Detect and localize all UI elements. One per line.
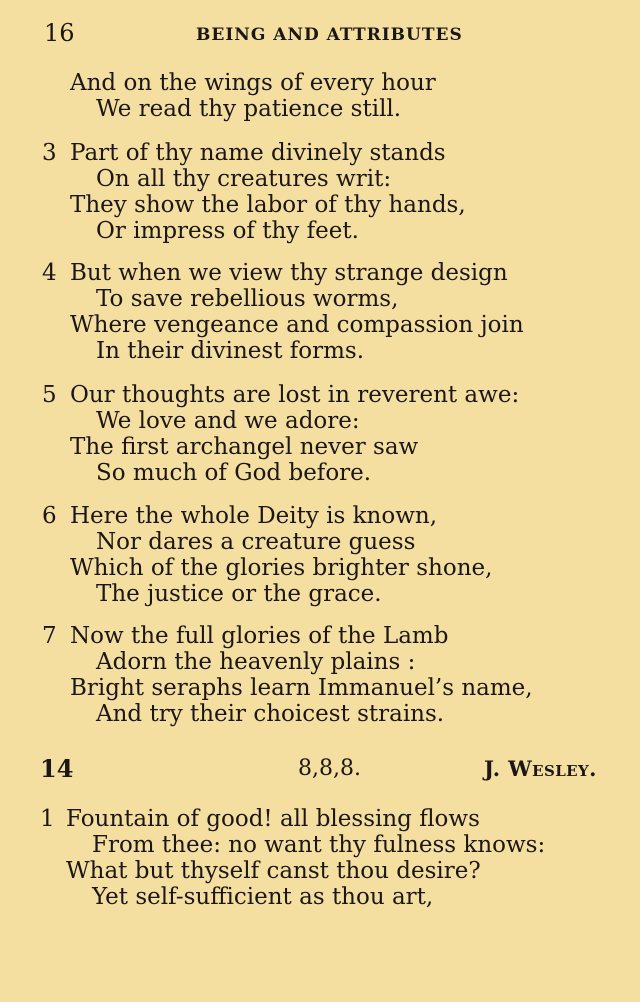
verse-line: They show the labor of thy hands, — [70, 192, 466, 218]
verse-line: From thee: no want thy fulness knows: — [92, 832, 546, 858]
verse-line: Yet self-sufficient as thou art, — [92, 884, 434, 910]
page-header — [0, 18, 640, 48]
hymn-14-verse-1 — [0, 806, 640, 912]
verse-line: We love and we adore: — [96, 408, 360, 434]
verse-line: And try their choicest strains. — [96, 701, 445, 727]
verse-7 — [0, 623, 640, 729]
running-title: BEING AND ATTRIBUTES — [196, 25, 463, 45]
verse-3 — [0, 140, 640, 246]
verse-line: On all thy creatures writ: — [96, 166, 392, 192]
hymn-meter: 8,8,8. — [298, 756, 361, 781]
verse-line: Where vengeance and compassion join — [70, 312, 524, 338]
verse-line: Or impress of thy feet. — [96, 218, 359, 244]
verse-line: Now the full glories of the Lamb — [70, 623, 449, 649]
verse-line: What but thyself canst thou desire? — [66, 858, 481, 884]
verse-line: The first archangel never saw — [70, 434, 419, 460]
verse-number: 5 — [42, 382, 57, 408]
verse-number: 4 — [42, 260, 57, 286]
verse-line: Our thoughts are lost in reverent awe: — [70, 382, 520, 408]
verse-line: And on the wings of every hour — [70, 70, 436, 96]
verse-number: 3 — [42, 140, 57, 166]
verse-line: But when we view thy strange design — [70, 260, 508, 286]
verse-line: We read thy patience still. — [96, 96, 402, 122]
verse-6 — [0, 503, 640, 609]
hymn-header — [0, 754, 640, 784]
author-name: Wesley. — [508, 756, 597, 781]
verse-line: Bright seraphs learn Immanuel’s name, — [70, 675, 533, 701]
verse-line: Adorn the heavenly plains : — [96, 649, 416, 675]
verse-continuation — [0, 70, 640, 126]
verse-line: To save rebellious worms, — [96, 286, 399, 312]
verse-line: Nor dares a creature guess — [96, 529, 416, 555]
verse-line: So much of God before. — [96, 460, 372, 486]
hymn-number: 14 — [40, 754, 74, 783]
verse-line: Fountain of good! all blessing flows — [66, 806, 480, 832]
verse-line: The justice or the grace. — [96, 581, 382, 607]
verse-number: 7 — [42, 623, 57, 649]
author-initial: J. — [484, 756, 501, 781]
verse-line: In their divinest forms. — [96, 338, 365, 364]
verse-5 — [0, 382, 640, 488]
verse-number: 6 — [42, 503, 57, 529]
hymn-author — [484, 754, 597, 784]
verse-line: Part of thy name divinely stands — [70, 140, 446, 166]
verse-line: Which of the glories brighter shone, — [70, 555, 493, 581]
page-number: 16 — [44, 19, 75, 47]
verse-4 — [0, 260, 640, 366]
verse-line: Here the whole Deity is known, — [70, 503, 438, 529]
verse-number: 1 — [40, 806, 55, 832]
